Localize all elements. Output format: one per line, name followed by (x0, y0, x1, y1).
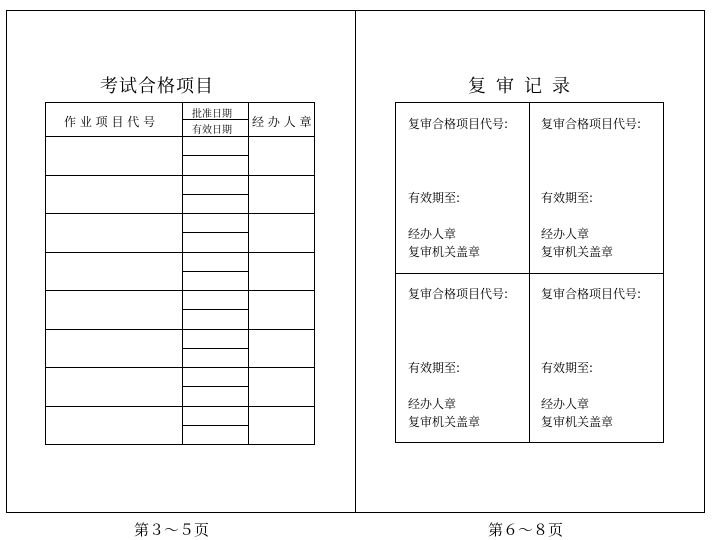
table-subrow-divider (182, 309, 248, 310)
table-row (46, 290, 314, 291)
review-agent-label: 经办人章 (541, 227, 590, 241)
review-agent-label: 经办人章 (408, 227, 457, 241)
review-valid-label: 有效期至: (408, 191, 461, 205)
table-subrow-divider (182, 386, 248, 387)
review-office-label: 复审机关盖章 (408, 415, 481, 429)
table-subrow-divider (182, 155, 248, 156)
review-code-label: 复审合格项目代号: (408, 287, 509, 301)
table-row (46, 213, 314, 214)
left-page-caption: 第３～５页 (134, 521, 210, 539)
table-row (46, 136, 314, 137)
right-page-caption: 第６～８页 (488, 521, 564, 539)
table-row (46, 406, 314, 407)
review-office-label: 复审机关盖章 (541, 245, 614, 259)
col-header-code: 作 业 项 目 代 号 (64, 115, 156, 129)
review-code-label: 复审合格项目代号: (541, 287, 642, 301)
col-header-seal: 经 办 人 章 (252, 115, 312, 129)
review-cell (396, 273, 529, 443)
review-office-label: 复审机关盖章 (541, 415, 614, 429)
col-header-valid-date: 有效日期 (192, 125, 232, 136)
table-subrow-divider (182, 232, 248, 233)
col-header-approve-date: 批准日期 (192, 109, 232, 120)
table-row (46, 367, 314, 368)
right-page-title: 复审记录 (468, 76, 580, 97)
table-row (46, 252, 314, 253)
exam-items-table (45, 102, 315, 445)
review-valid-label: 有效期至: (541, 361, 594, 375)
review-record-table (395, 102, 664, 443)
review-agent-label: 经办人章 (408, 397, 457, 411)
review-valid-label: 有效期至: (408, 361, 461, 375)
review-office-label: 复审机关盖章 (408, 245, 481, 259)
table-subrow-divider (182, 348, 248, 349)
review-code-label: 复审合格项目代号: (408, 117, 509, 131)
review-cell (529, 273, 662, 443)
table-subrow-divider (182, 271, 248, 272)
table-subrow-divider (182, 194, 248, 195)
table-row (46, 329, 314, 330)
review-code-label: 复审合格项目代号: (541, 117, 642, 131)
table-subrow-divider (182, 425, 248, 426)
review-valid-label: 有效期至: (541, 191, 594, 205)
review-cell (396, 103, 529, 273)
table-row (46, 175, 314, 176)
review-agent-label: 经办人章 (541, 397, 590, 411)
review-cell (529, 103, 662, 273)
left-page-title: 考试合格项目 (100, 76, 214, 97)
